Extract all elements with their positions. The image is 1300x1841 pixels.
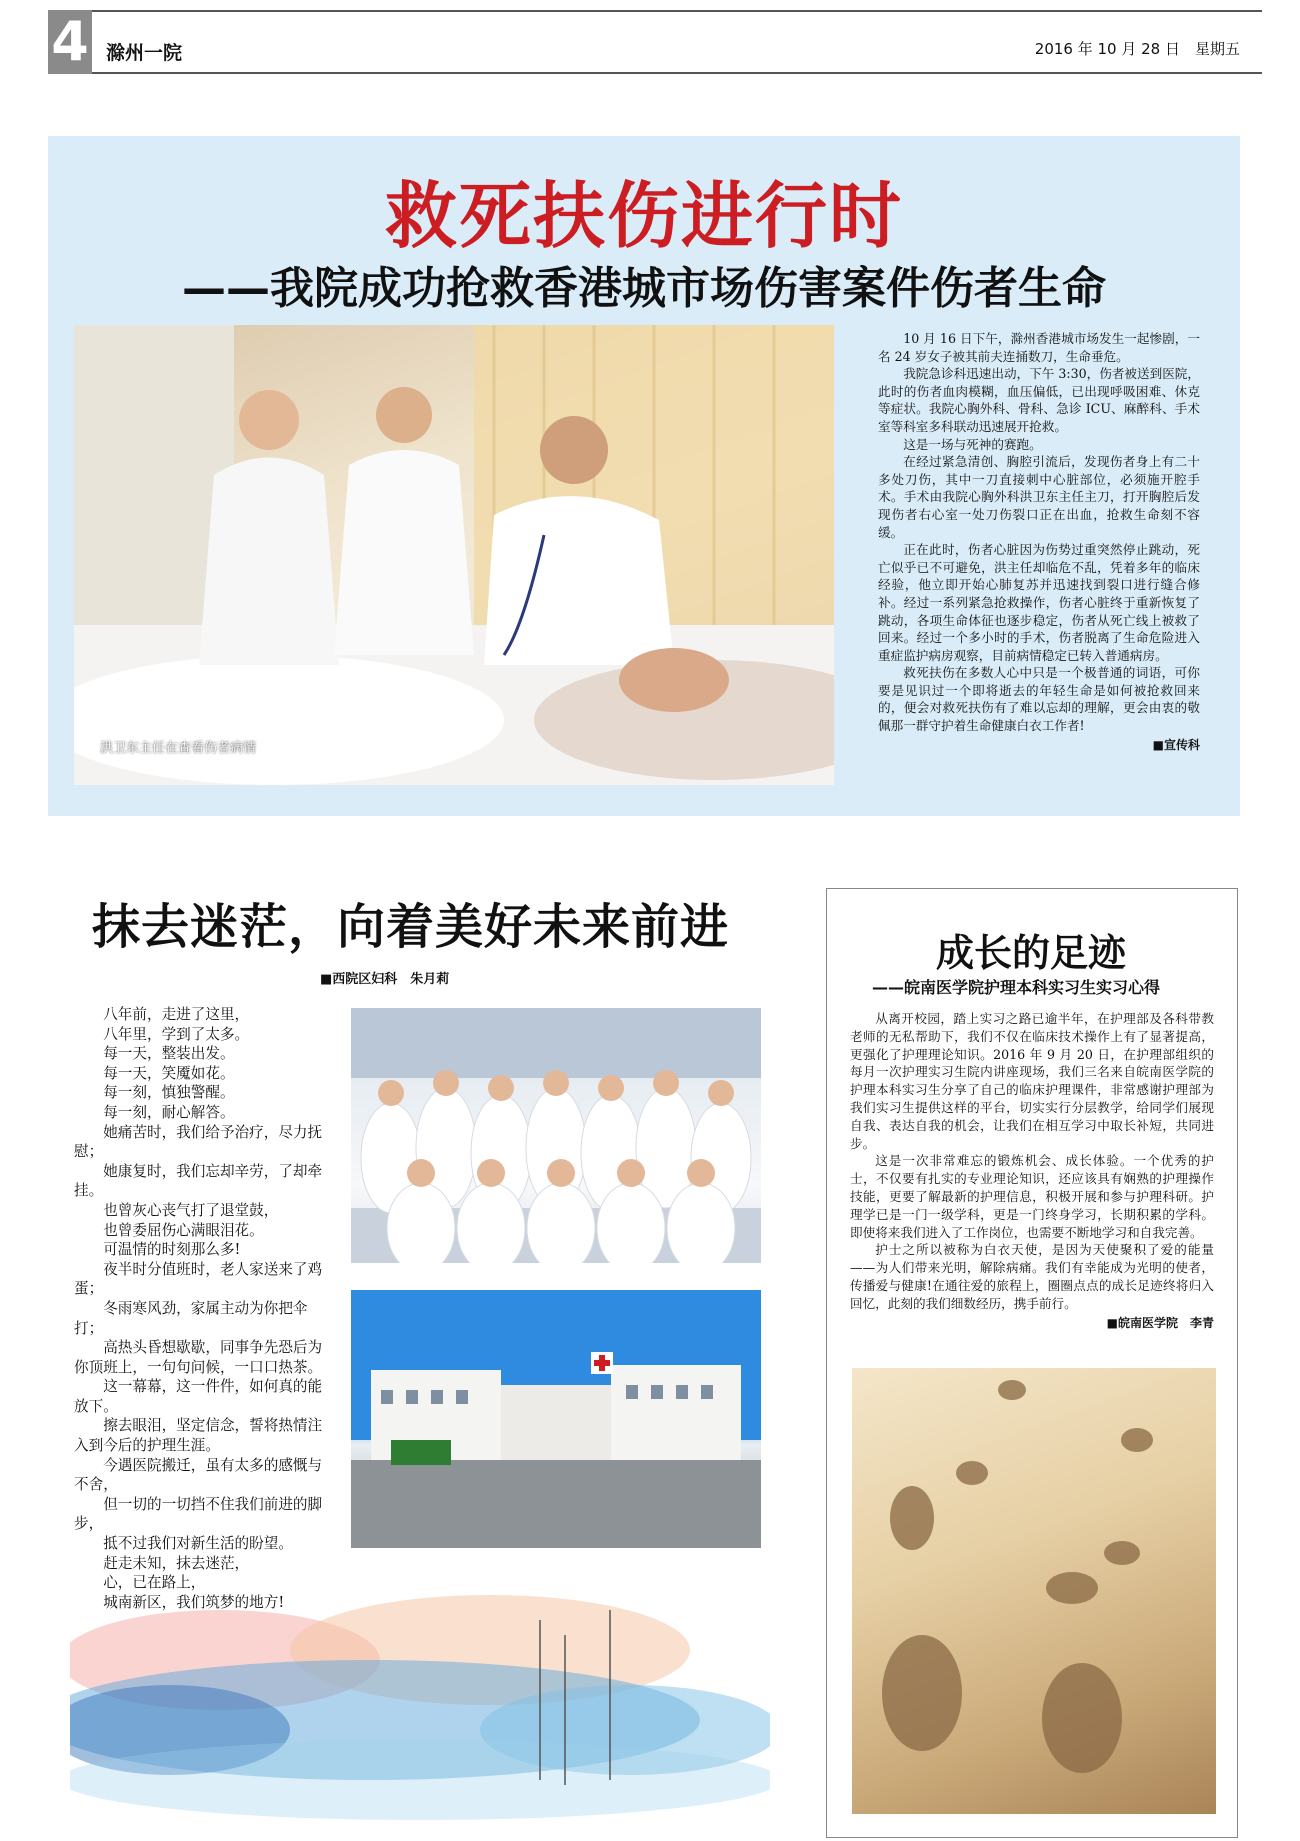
article3-paragraph: 从离开校园，踏上实习之路已逾半年，在护理部及各科带教老师的无私帮助下，我们不仅在临床技术操作上有了显著提高，更强化了护理理论知识。2016 年 9 月 20 日，在护理部组织的每月一次护理实习生院内讲座现场，我们三名来自皖南医学院的护理本科实习生分享了自己的临床护理课件，非常感谢护理部为我们实习生提供这样的平台，切实实行分层教学，给同学们展现自我、表达自我的机会，让我们在相互学习中取长补短，共同进步。 <box>850 1011 1214 1151</box>
article3-body <box>850 1010 1214 1332</box>
article1-paragraph: 我院急诊科迅速出动，下午 3:30，伤者被送到医院，此时的伤者血肉模糊，血压偏低，已出现呼吸困难、休克等症状。我院心胸外科、骨科、急诊 ICU、麻醉科、手术室等科室多科联动迅速展开抢救。 <box>878 366 1200 434</box>
footprints-illustration <box>852 1368 1216 1814</box>
hospital-ward-photo <box>74 325 834 785</box>
poem-line: 她康复时，我们忘却辛劳，了却牵挂。 <box>74 1162 323 1200</box>
article1-paragraph: 救死扶伤在多数人心中只是一个极普通的词语，可你要是见识过一个即将逝去的年轻生命是如何被抢救回来的，便会对救死扶伤有了难以忘却的理解，更会由衷的敬佩那一群守护着生命健康白衣工作者! <box>878 665 1200 734</box>
article3-paragraph: 这是一次非常难忘的锻炼机会、成长体验。一个优秀的护士，不仅要有扎实的专业理论知识，还应该具有娴熟的护理操作技能，更要了解最新的护理信息，积极开展和参与护理科研。护理学已是一门一级学科，更是一门终身学习，长期积累的学科。即使将来我们进入了工作岗位，也需要不断地学习和自我完善。 <box>850 1153 1214 1240</box>
ward-scene-illustration <box>74 325 834 785</box>
poem-line: 城南新区，我们筑梦的地方! <box>103 1593 285 1611</box>
footprints-in-sand-photo <box>852 1368 1216 1814</box>
poem-line: 八年前，走进了这里， <box>103 1006 250 1023</box>
poem-line: 每一刻，耐心解答。 <box>103 1103 235 1121</box>
poem-line: 夜半时分值班时，老人家送来了鸡蛋； <box>74 1260 323 1298</box>
watercolor-landscape-decoration <box>70 1580 770 1841</box>
poem-line: 心，已在路上， <box>103 1574 206 1592</box>
poem-line: 也曾灰心丧气打了退堂鼓， <box>103 1201 279 1219</box>
watercolor-illustration <box>70 1580 770 1841</box>
article1-paragraph: 10 月 16 日下午，滁州香港城市场发生一起惨剧，一名 24 岁女子被其前夫连捅数刀，生命垂危。 <box>878 331 1200 364</box>
header-bottom-rule <box>92 72 1262 74</box>
article1-signature: ■宣传科 <box>1152 737 1200 752</box>
page-number: 4 <box>48 10 92 74</box>
article2-title: 抹去迷茫，向着美好未来前进 <box>92 899 730 955</box>
issue-date: 2016 年 10 月 28 日 星期五 <box>1034 40 1240 58</box>
article3-subtitle: ——皖南医学院护理本科实习生实习心得 <box>872 978 1161 997</box>
poem-line: 但一切的一切挡不住我们前进的脚步， <box>74 1495 323 1533</box>
newspaper-name: 滁州一院 <box>106 42 183 64</box>
article3-signature: ■皖南医学院 李青 <box>1106 1315 1214 1330</box>
article1-paragraph: 正在此时，伤者心脏因为伤势过重突然停止跳动，死亡似乎已不可避免，洪主任却临危不乱，凭着多年的临床经验，他立即开始心肺复苏并迅速找到裂口进行缝合修补。经过一系列紧急抢救操作，伤者心脏终于重新恢复了跳动，各项生命体征也逐步稳定，伤者从死亡线上被救了回来。经过一个多小时的手术，伤者脱离了生命危险进入重症监护病房观察，目前病情稳定已转入普通病房。 <box>878 542 1200 663</box>
hospital-building-photo <box>351 1290 761 1548</box>
poem-line: 每一刻，慎独警醒。 <box>103 1084 235 1102</box>
article3-paragraph: 护士之所以被称为白衣天使，是因为天使聚积了爱的能量——为人们带来光明，解除病痛。我们有幸能成为光明的使者，传播爱与健康!在通往爱的旅程上，圈圈点点的成长足迹终将归入回忆，此刻的我们细数经历，携手前行。 <box>850 1242 1214 1311</box>
poem-line: 今遇医院搬迁，虽有太多的感慨与不舍， <box>74 1456 323 1494</box>
poem-line: 这一幕幕，这一件件，如何真的能放下。 <box>74 1378 323 1415</box>
poem-body <box>74 1005 324 1612</box>
header-top-rule <box>92 10 1262 12</box>
poem-line: 可温情的时刻那么多! <box>103 1241 241 1259</box>
nurses-group-photo <box>351 1008 761 1263</box>
article1-body <box>878 330 1200 754</box>
photo-caption: 洪卫东主任在查看伤者病情 <box>100 741 257 756</box>
article1-subtitle: ——我院成功抢救香港城市场伤害案件伤者生命 <box>182 263 1106 314</box>
poem-line: 抵不过我们对新生活的盼望。 <box>103 1535 293 1553</box>
poem-line: 也曾委屈伤心满眼泪花。 <box>103 1221 264 1239</box>
article2-byline: ■西院区妇科 朱月莉 <box>320 972 450 987</box>
article1-paragraph: 在经过紧急清创、胸腔引流后，发现伤者身上有二十多处刀伤，其中一刀直接刺中心脏部位，必须施开腔手术。手术由我院心胸外科洪卫东主任主刀，打开胸腔后发现伤者右心室一处刀伤裂口正在出血，抢救生命刻不容缓。 <box>878 454 1200 540</box>
article3-title: 成长的足迹 <box>935 931 1126 975</box>
article1-title: 救死扶伤进行时 <box>384 174 903 258</box>
article1-paragraph: 这是一场与死神的赛跑。 <box>903 436 1042 452</box>
poem-line: 每一天，笑魇如花。 <box>103 1064 235 1082</box>
poem-line: 擦去眼泪，坚定信念，誓将热情注入到今后的护理生涯。 <box>74 1417 323 1455</box>
hospital-building-illustration <box>351 1290 761 1548</box>
poem-line: 八年里，学到了太多。 <box>103 1025 250 1043</box>
poem-line: 高热头昏想歇歇，同事争先恐后为你顶班上，一句句问候，一口口热茶。 <box>74 1339 323 1376</box>
poem-line: 她痛苦时，我们给予治疗，尽力抚慰； <box>74 1123 323 1161</box>
group-photo-illustration <box>351 1008 761 1263</box>
poem-line: 冬雨寒风劲，家属主动为你把伞打； <box>74 1299 308 1337</box>
poem-line: 赶走未知，抹去迷茫， <box>103 1554 250 1572</box>
poem-line: 每一天，整装出发。 <box>103 1045 235 1063</box>
